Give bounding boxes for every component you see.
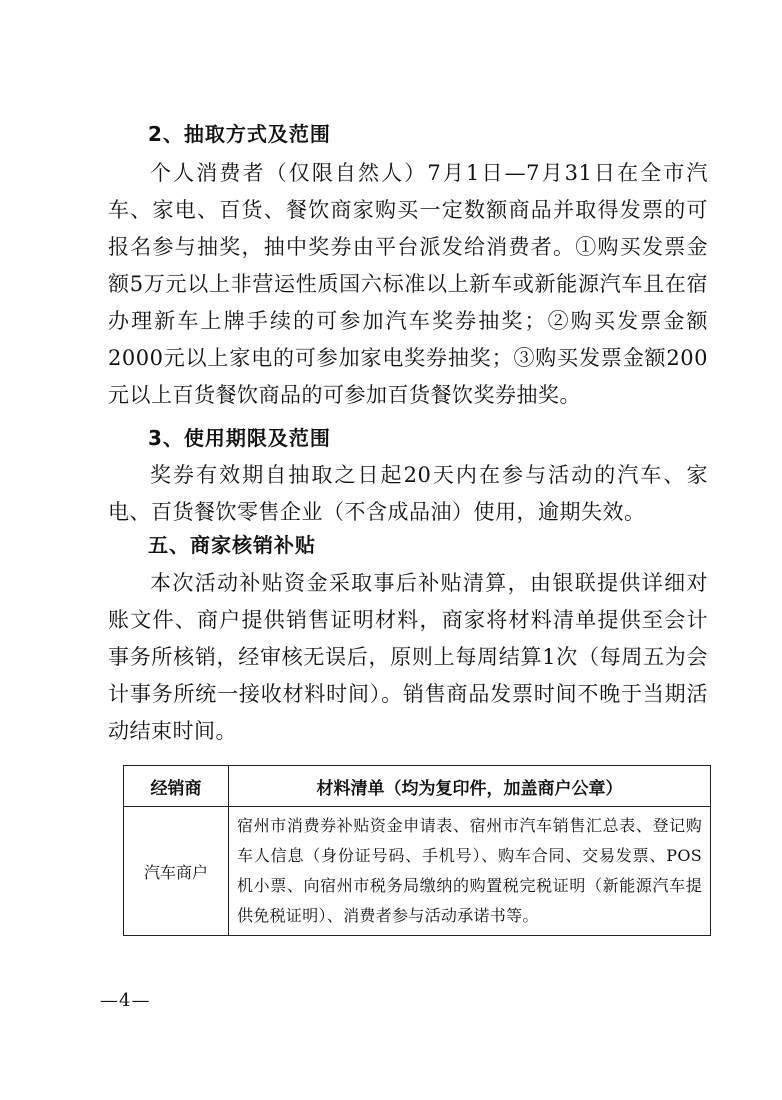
section-5-body: 本次活动补贴资金采取事后补贴清算，由银联提供详细对账文件、商户提供销售证明材料，商家将材料清单提供至会计事务所核销，经审核无误后，原则上每周结算1次（每周五为会计事务所统一接收材料时间）。销售商品发票时间不晚于当期活动结束时间。 <box>108 571 708 743</box>
materials-cell: 宿州市消费券补贴资金申请表、宿州市汽车销售汇总表、登记购车人信息（身份证号码、手机号）、购车合同、交易发票、POS机小票、向宿州市税务局缴纳的购置税完税证明（新能源汽车提供免税证明）、消费者参与活动承诺书等。 <box>229 807 711 936</box>
header-dealer: 经销商 <box>124 766 229 807</box>
section-3-body: 奖券有效期自抽取之日起20天内在参与活动的汽车、家电、百货餐饮零售企业（不含成品油）使用，逾期失效。 <box>108 463 708 524</box>
section-5-heading: 五、商家核销补贴 <box>148 533 316 557</box>
page-number: —4— <box>100 990 151 1011</box>
section-2-heading: 2、抽取方式及范围 <box>148 122 331 146</box>
section-3-heading: 3、使用期限及范围 <box>148 426 331 450</box>
dealer-cell: 汽车商户 <box>124 807 229 936</box>
section-2-body: 个人消费者（仅限自然人）7月1日—7月31日在全市汽车、家电、百货、餐饮商家购买一定数额商品并取得发票的可报名参与抽奖，抽中奖券由平台派发给消费者。①购买发票金额5万元以上非营运性质国六标准以上新车或新能源汽车且在宿办理新车上牌手续的可参加汽车奖券抽奖；②购买发票金额2000元以上家电的可参加家电奖券抽奖；③购买发票金额200元以上百货餐饮商品的可参加百货餐饮奖券抽奖。 <box>108 161 708 407</box>
table-row <box>124 807 711 936</box>
table-header-row <box>124 766 711 807</box>
materials-table <box>123 765 711 936</box>
header-materials: 材料清单（均为复印件，加盖商户公章） <box>229 766 711 807</box>
